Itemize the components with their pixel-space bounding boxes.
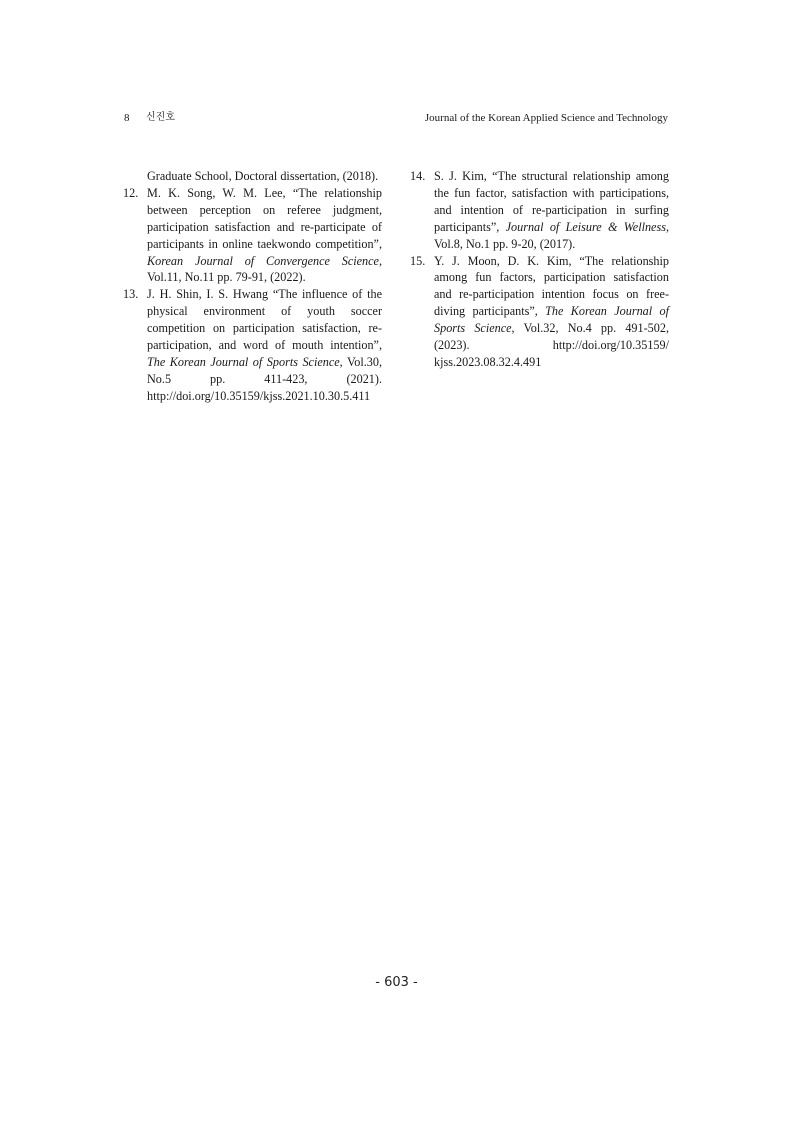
reference-journal: The Korean Journal of Sports Science — [434, 304, 669, 336]
running-header — [124, 110, 668, 126]
reference-text: Graduate School, Doctoral dissertation, (2018). — [147, 169, 379, 183]
header-author: 신진호 — [146, 112, 175, 123]
reference-authors-title: J. H. Shin, I. S. Hwang “The influence of the physical environment of youth soccer competition on participation satisfaction, re-participation, and word of mouth intention”, — [147, 287, 382, 353]
reference-authors-title: S. J. Kim, “The structural relationship among the fun factor, satisfaction with participations, and intention of re-participation in surfing participants”, — [434, 169, 669, 234]
reference-12 — [123, 185, 382, 286]
reference-continued — [123, 168, 382, 185]
header-journal-title: Journal of the Korean Applied Science and Technology — [424, 112, 668, 124]
page-footer-number: - 603 - — [375, 975, 418, 990]
reference-details: , Vol.32, No.4 pp. 491-502, (2023). http://doi.org/10.35159/ kjss.2023.08.32.4.491 — [434, 321, 669, 369]
references-right-column — [410, 168, 669, 371]
reference-details: , Vol.30, No.5 pp. 411-423, (2021). http://doi.org/10.35159/kjss.2021.10.30.5.411 — [147, 354, 382, 403]
reference-number: 13. — [123, 287, 139, 302]
reference-number: 12. — [123, 185, 139, 200]
reference-journal: Journal of Leisure & Wellness — [505, 219, 666, 234]
header-page-number: 8 — [124, 112, 130, 124]
reference-journal: Korean Journal of Convergence Science — [147, 253, 379, 268]
reference-details: , Vol.11, No.11 pp. 79-91, (2022). — [147, 253, 382, 285]
reference-journal: The Korean Journal of Sports Science — [147, 354, 340, 369]
reference-13 — [123, 286, 382, 404]
reference-14 — [410, 168, 669, 253]
reference-15 — [410, 253, 669, 371]
reference-number: 15. — [410, 253, 426, 268]
reference-details: , Vol.8, No.1 pp. 9-20, (2017). — [434, 219, 670, 251]
reference-number: 14. — [410, 169, 426, 183]
references-left-column — [123, 168, 382, 405]
reference-authors-title: Y. J. Moon, D. K. Kim, “The relationship among fun factors, participation satisfaction and re-participation intention focus on free-diving participants”, — [434, 253, 669, 319]
reference-authors-title: M. K. Song, W. M. Lee, “The relationship between perception on referee judgment, participation satisfaction and re-participate of participants in online taekwondo competition”, — [147, 185, 382, 251]
